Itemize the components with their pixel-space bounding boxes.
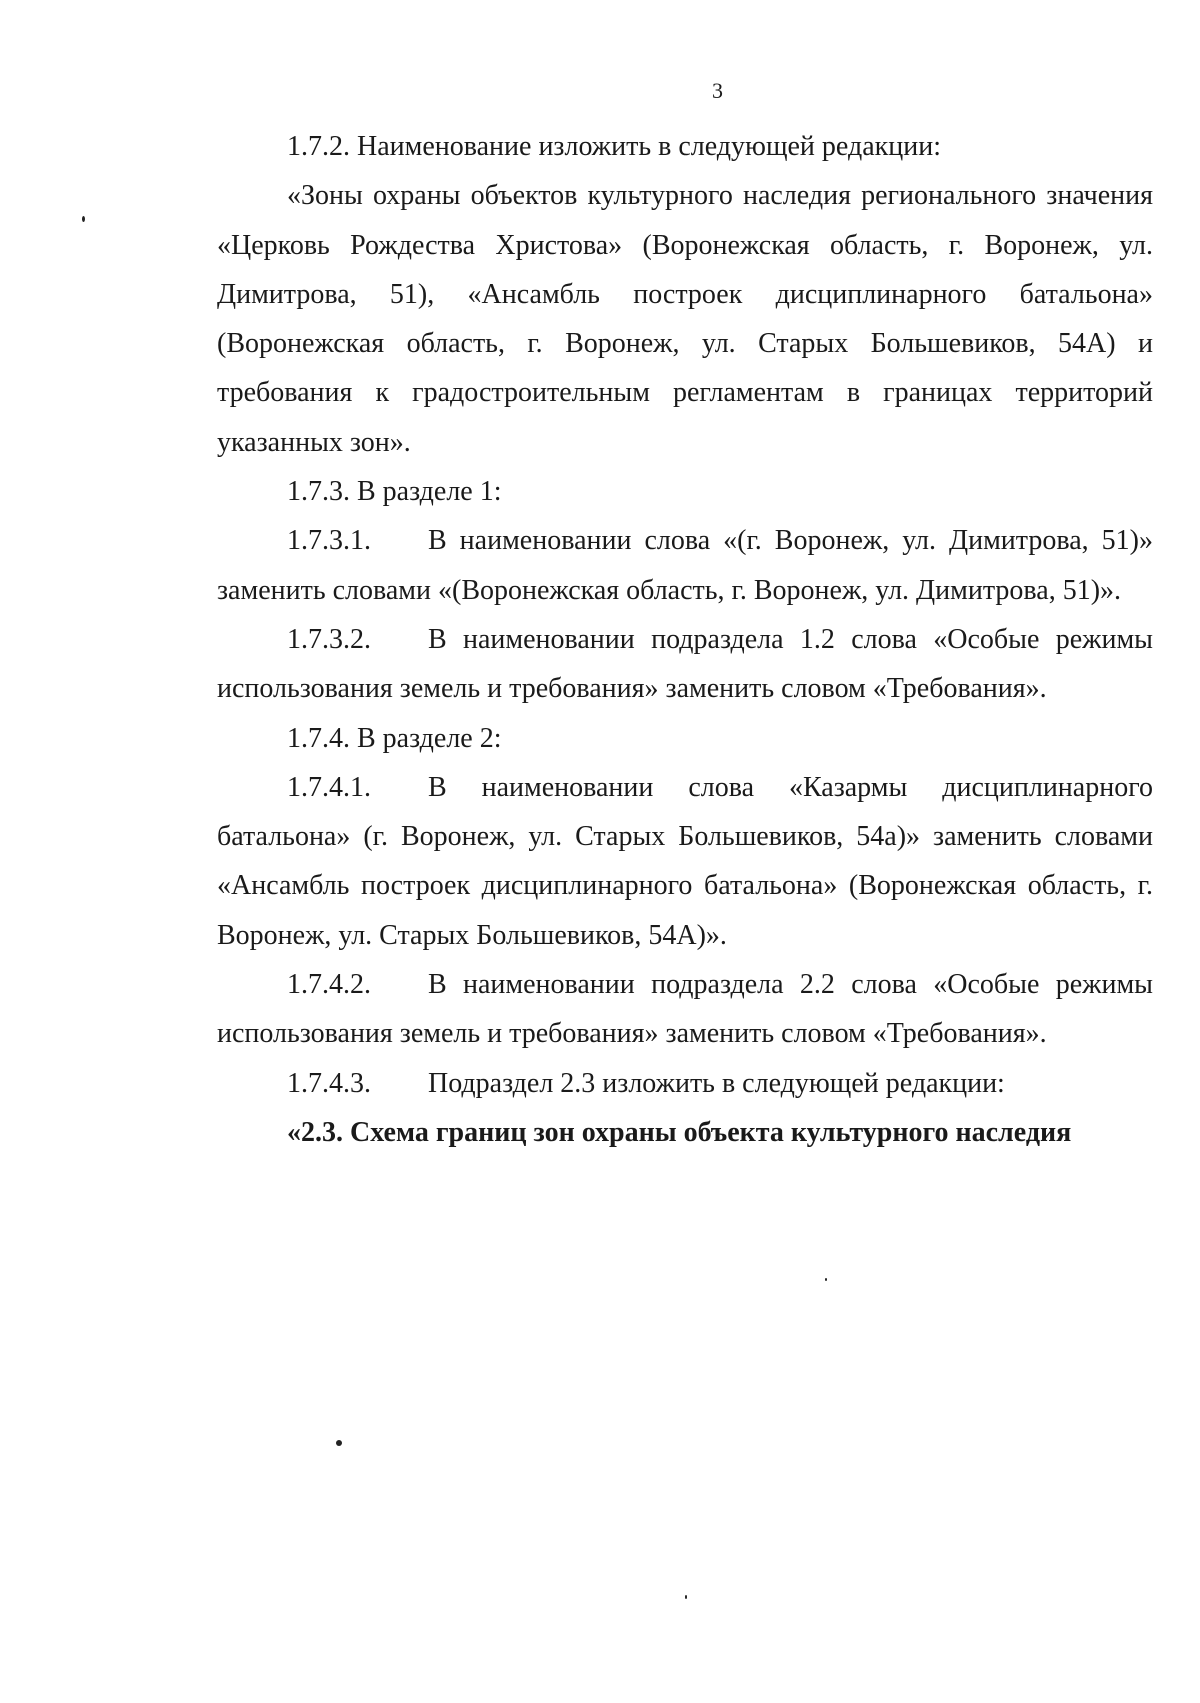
item-number: 1.7.4.2.: [287, 969, 371, 1001]
item-number: 1.7.3.1.: [287, 525, 371, 557]
section-heading-1-7-2: 1.7.2. Наименование изложить в следующей редакции:: [287, 131, 941, 162]
scan-speck: [685, 1595, 687, 1599]
item-1-7-4-1: [217, 763, 1153, 812]
item-first-line: В наименовании подраздела 2.2 слова «Особые режимы: [428, 969, 1153, 1001]
scan-speck: [825, 1278, 827, 1281]
item-1-7-4-2: [217, 960, 1153, 1009]
item-number: 1.7.3.2.: [287, 623, 371, 655]
item-1-7-3-1-continuation: заменить словами «(Воронежская область, г. Воронеж, ул. Димитрова, 51)».: [217, 574, 1122, 606]
item-1-7-3-2: [217, 615, 1153, 664]
section-text-1-7-2: «Зоны охраны объектов культурного наследия регионального значения «Церковь Рождества Христова» (Воронежская область, г. Воронеж, ул. Димитрова, 51), «Ансамбль построек дисциплинарного батальона» (Воронежская область, г. Воронеж, ул. Старых Большевиков, 54А) и требования к градостроительным регламентам в границах территорий указанных зон».: [217, 180, 1153, 458]
item-1-7-4-1-continuation: батальона» (г. Воронеж, ул. Старых Большевиков, 54а)» заменить словами «Ансамбль построек дисциплинарного батальона» (Воронежская область, г. Воронеж, ул. Старых Большевиков, 54А)».: [217, 821, 1153, 951]
scan-speck: [82, 216, 85, 222]
item-first-line: В наименовании слова «(г. Воронеж, ул. Димитрова, 51)»: [428, 525, 1153, 557]
item-1-7-4-2-continuation: использования земель и требования» заменить словом «Требования».: [217, 1018, 1047, 1050]
item-first-line: В наименовании подраздела 1.2 слова «Особые режимы: [428, 623, 1153, 655]
item-first-line: В наименовании слова «Казармы дисциплинарного: [428, 771, 1153, 803]
subsection-heading: «2.3. Схема границ зон охраны объекта культурного наследия: [287, 1116, 1072, 1148]
item-first-line: Подраздел 2.3 изложить в следующей редакции:: [428, 1067, 1005, 1099]
document-body: [217, 122, 1153, 1157]
item-number: 1.7.4.3.: [287, 1067, 371, 1099]
item-number: 1.7.4.1.: [287, 771, 371, 803]
section-heading-1-7-4: 1.7.4. В разделе 2:: [287, 722, 502, 754]
page-number: 3: [712, 78, 723, 103]
item-1-7-4-3: [217, 1059, 1153, 1108]
scan-speck: [336, 1440, 342, 1446]
section-heading-1-7-3: 1.7.3. В разделе 1:: [287, 476, 502, 508]
item-1-7-3-2-continuation: использования земель и требования» заменить словом «Требования».: [217, 673, 1047, 705]
item-1-7-3-1: [217, 516, 1153, 565]
